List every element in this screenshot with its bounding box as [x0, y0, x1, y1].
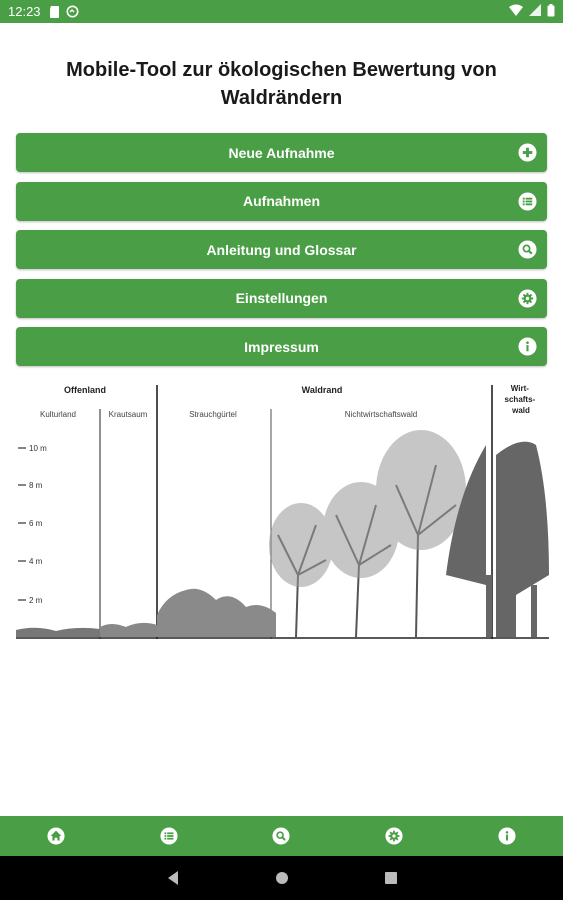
sync-icon	[66, 5, 79, 18]
height-ticks	[18, 448, 26, 600]
wifi-icon	[509, 4, 523, 19]
guide-glossary-label: Anleitung und Glossar	[206, 241, 357, 258]
new-recording-label: Neue Aufnahme	[228, 144, 335, 161]
settings-button[interactable]	[16, 279, 547, 318]
nav-recordings[interactable]	[113, 816, 226, 856]
back-icon[interactable]	[166, 870, 180, 886]
info-icon	[498, 827, 516, 845]
nav-info[interactable]	[450, 816, 563, 856]
recordings-label: Aufnahmen	[243, 193, 320, 209]
home-icon	[47, 827, 65, 845]
height-label-8m: 8 m	[29, 481, 43, 490]
system-navigation-bar	[0, 856, 563, 900]
main-menu	[16, 133, 547, 376]
zone-label-wirtschaftswald: Wirt- schafts- wald	[504, 384, 536, 415]
page-title: Mobile-Tool zur ökologischen Bewertung von Waldrändern	[66, 59, 497, 109]
bottom-navigation	[0, 816, 563, 856]
search-icon	[272, 827, 290, 845]
tree-crowns	[269, 430, 466, 587]
nav-search[interactable]	[225, 816, 338, 856]
signal-icon	[529, 4, 541, 19]
subzone-label-strauchguertel: Strauchgürtel	[189, 410, 237, 419]
ground-vegetation	[16, 628, 100, 637]
zone-label-waldrand: Waldrand	[301, 385, 343, 395]
list-icon	[160, 827, 178, 845]
gear-icon	[518, 289, 537, 308]
status-time: 12:23	[8, 4, 41, 19]
sd-card-icon	[49, 6, 60, 18]
battery-icon	[547, 4, 555, 20]
plus-icon	[518, 143, 537, 162]
info-icon	[518, 337, 537, 356]
subzone-label-krautsaum: Krautsaum	[108, 410, 148, 419]
settings-label: Einstellungen	[235, 290, 328, 306]
height-label-4m: 4 m	[29, 557, 43, 566]
gear-icon	[385, 827, 403, 845]
height-label-2m: 2 m	[29, 596, 43, 605]
nav-settings[interactable]	[338, 816, 451, 856]
home-button-icon[interactable]	[275, 871, 289, 885]
recents-icon[interactable]	[384, 871, 398, 885]
search-icon	[518, 240, 537, 259]
subzone-label-nichtwirtschaftswald: Nichtwirtschaftswald	[344, 410, 418, 419]
recordings-button[interactable]	[16, 182, 547, 221]
imprint-label: Impressum	[244, 338, 319, 355]
subzone-label-kulturland: Kulturland	[39, 410, 77, 419]
list-icon	[518, 192, 537, 211]
imprint-button[interactable]	[16, 327, 547, 366]
status-bar	[0, 0, 563, 23]
new-recording-button[interactable]	[16, 133, 547, 172]
forest-edge-diagram	[16, 375, 549, 640]
height-label-10m: 10 m	[29, 444, 47, 453]
zone-label-offenland: Offenland	[64, 385, 106, 395]
height-label-6m: 6 m	[29, 519, 43, 528]
herb-strip	[100, 623, 157, 637]
nav-home[interactable]	[0, 816, 113, 856]
guide-glossary-button[interactable]	[16, 230, 547, 269]
shrub-belt	[157, 589, 276, 637]
